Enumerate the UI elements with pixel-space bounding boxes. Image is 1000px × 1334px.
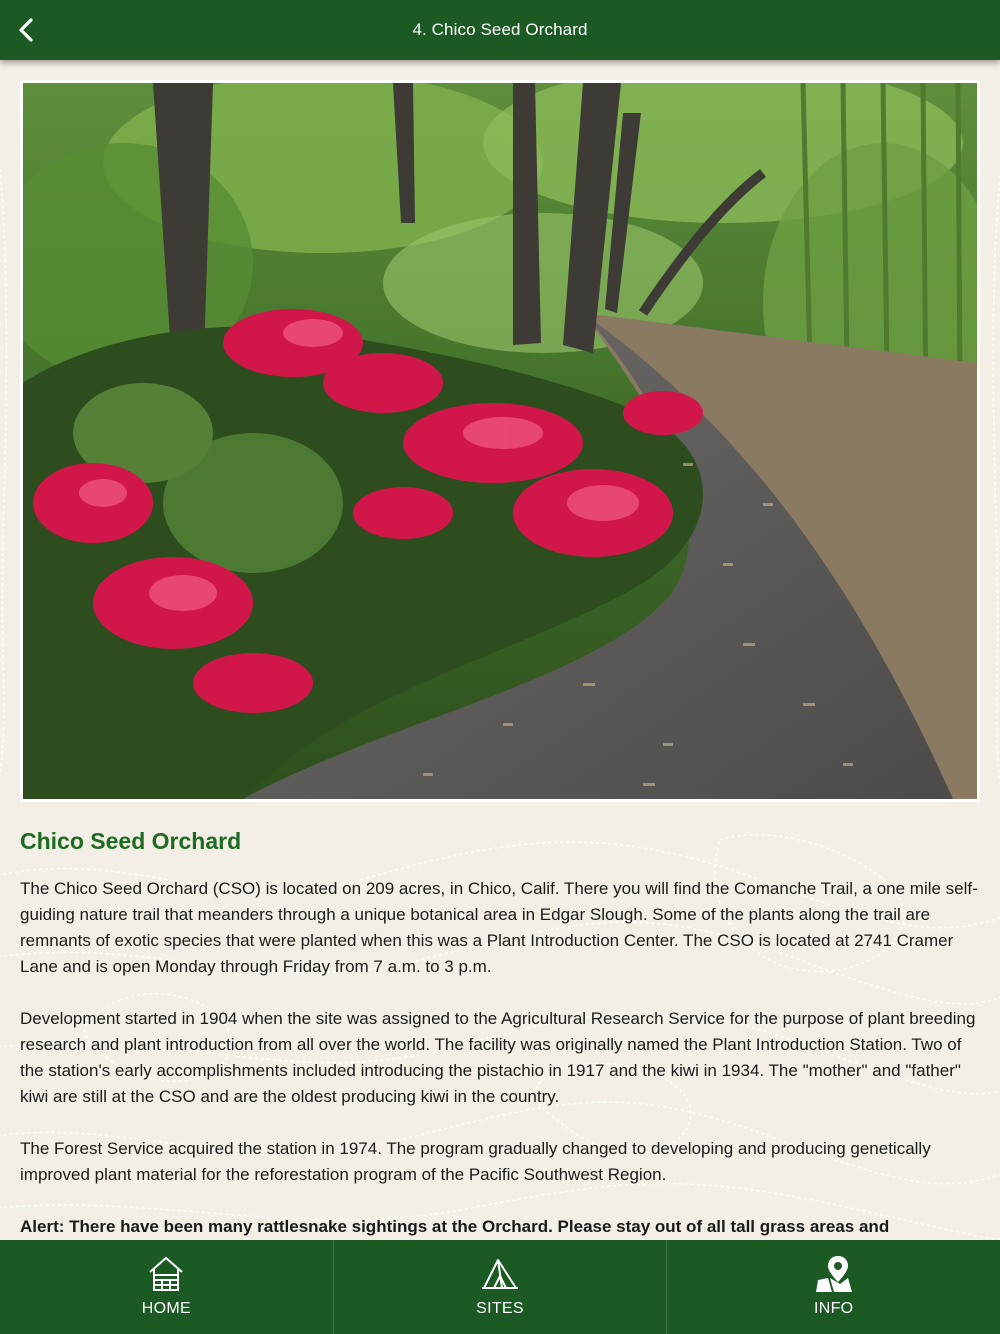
article-paragraph: The Chico Seed Orchard (CSO) is located on 209 acres, in Chico, Calif. There you will find the Comanche Trail, a one mile self-guiding nature trail that meanders through a unique botanical area in Edgar Slough. Some of the plants along the trail are remnants of exotic species that were planted when this was a Plant Introduction Center. The CSO is located at 2741 Cramer Lane and is open Monday through Friday from 7 a.m. to 3 p.m.	[20, 879, 978, 976]
azalea-garden-path-image	[23, 83, 977, 799]
back-button[interactable]	[10, 14, 42, 46]
tab-sites[interactable]	[334, 1240, 668, 1334]
tent-icon	[480, 1254, 520, 1294]
map-pin-icon	[814, 1254, 854, 1294]
chevron-left-icon	[16, 16, 36, 44]
article-paragraph: Development started in 1904 when the site was assigned to the Agricultural Research Service for the purpose of plant breeding research and plant introduction from all over the world. The facility was originally named the Plant Introduction Station. Two of the station's early accomplishments included introducing the pistachio in 1917 and the kiwi in 1934. The "mother" and "father" kiwi are still at the CSO and are the oldest producing kiwi in the country.	[20, 1009, 976, 1106]
tab-info[interactable]	[667, 1240, 1000, 1334]
site-photo	[20, 80, 980, 802]
tab-info-label: INFO	[813, 1300, 854, 1317]
tab-home-label: HOME	[141, 1300, 191, 1317]
rattlesnake-alert: Alert: There have been many rattlesnake sightings at the Orchard. Please stay out of all tall grass areas and	[20, 1217, 890, 1236]
article	[20, 826, 982, 1266]
top-navigation-bar	[0, 0, 1000, 60]
article-heading: Chico Seed Orchard	[20, 828, 242, 854]
article-paragraph: The Forest Service acquired the station in 1974. The program gradually changed to developing and producing genetically improved plant material for the reforestation program of the Pacific Southwest Region.	[20, 1139, 931, 1184]
tab-home[interactable]	[0, 1240, 334, 1334]
bottom-tab-bar	[0, 1240, 1000, 1334]
tab-sites-label: SITES	[476, 1300, 524, 1317]
page-title: 4. Chico Seed Orchard	[412, 20, 588, 39]
cabin-icon	[146, 1254, 186, 1294]
